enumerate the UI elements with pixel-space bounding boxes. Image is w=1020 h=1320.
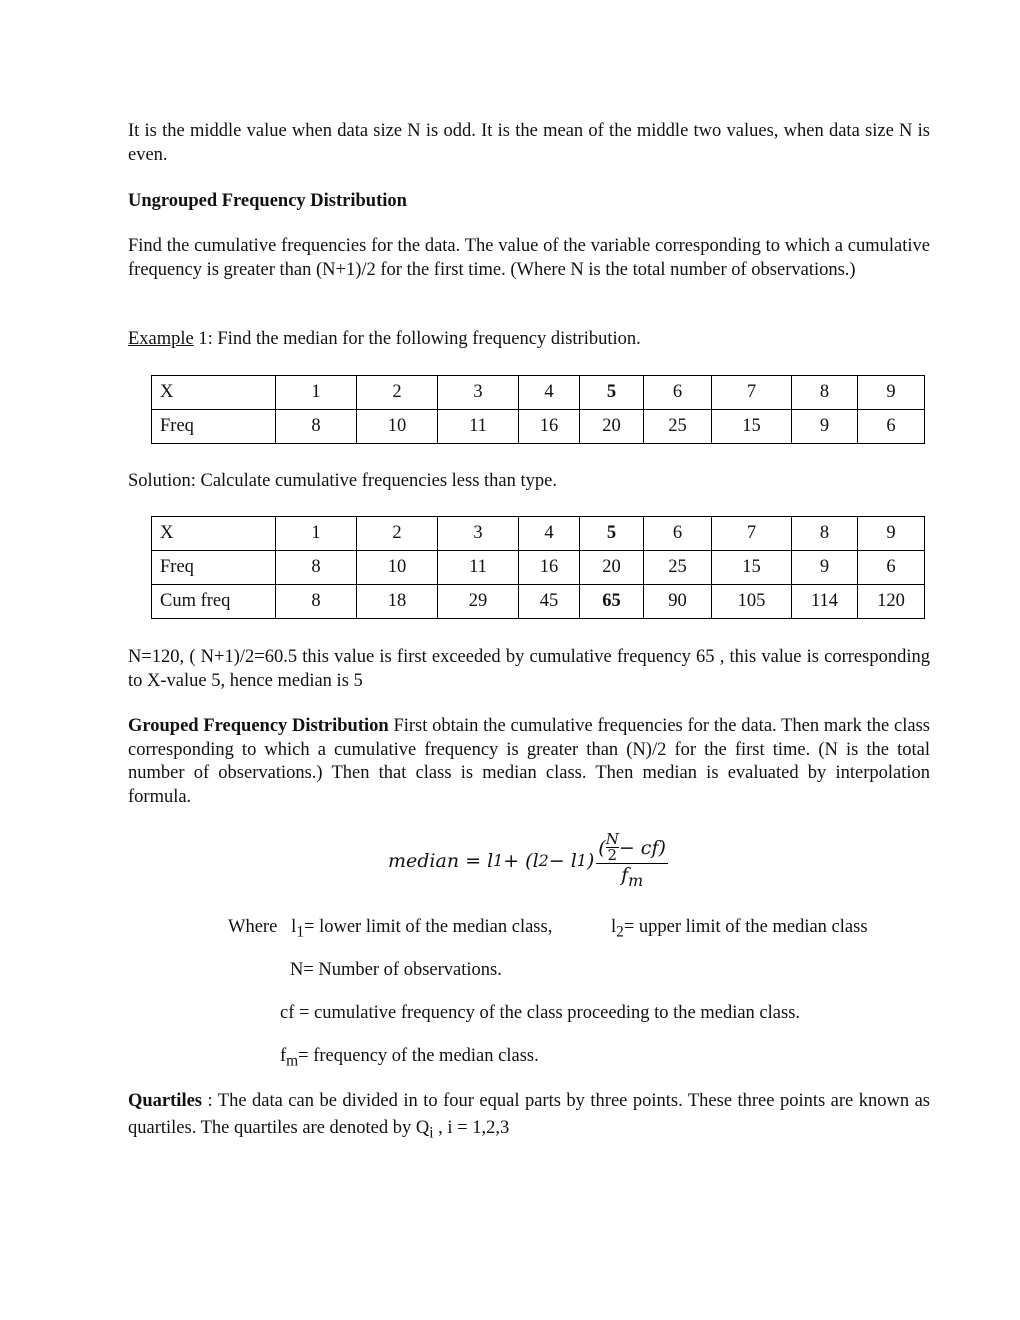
example-text: 1: Find the median for the following frequency distribution.	[193, 329, 641, 349]
ungrouped-heading: Ungrouped Frequency Distribution	[128, 191, 407, 211]
table-cell: 45	[519, 585, 580, 619]
table-cell: 4	[519, 517, 580, 551]
table-cell: 7	[712, 376, 792, 410]
formula-two: 2	[607, 846, 618, 864]
table-cell: 16	[519, 410, 580, 444]
table-cell: 90	[644, 585, 712, 619]
table-cell: 5	[580, 376, 644, 410]
table-cell: 15	[712, 551, 792, 585]
grouped-paragraph	[128, 715, 930, 809]
grouped-text: First obtain the cumulative frequencies for the data. Then mark the class corresponding to which a cumulative frequency is greater than (N)/2 for the first time. (N is the total number of observations.) Then that class is median class. Then median is evaluated by interpolation formula.	[128, 716, 930, 807]
row-header-cell: Cum freq	[152, 585, 276, 619]
quartiles-sub: i	[429, 1124, 434, 1142]
table-cell: 5	[580, 517, 644, 551]
table-cell: 25	[644, 551, 712, 585]
table-cell: 16	[519, 551, 580, 585]
row-header-cell: Freq	[152, 551, 276, 585]
solution-line: Solution: Calculate cumulative frequencies less than type.	[128, 471, 557, 491]
formula-lhs: median = l	[388, 849, 494, 872]
table-cell: 10	[357, 551, 438, 585]
formula-part: )	[586, 849, 595, 872]
formula-sub: 2	[538, 851, 549, 871]
quartiles-heading: Quartiles	[128, 1091, 202, 1111]
intro-paragraph: It is the middle value when data size N is odd. It is the mean of the middle two values, when data size N is even.	[128, 121, 930, 165]
table-row	[152, 410, 925, 444]
table-row	[152, 376, 925, 410]
quartiles-text: : The data can be divided in to four equal parts by three points. These three points are known as quartiles. The quartiles are denoted by Q	[128, 1091, 930, 1138]
formula-sub: 1	[493, 851, 504, 871]
quartiles-tail: , i = 1,2,3	[433, 1118, 510, 1138]
table-cell: 2	[357, 517, 438, 551]
l1-sub: 1	[296, 923, 305, 941]
table-cell: 8	[276, 585, 357, 619]
formula-n: N	[605, 830, 619, 848]
table-cell: 11	[438, 551, 519, 585]
formula-fraction	[596, 832, 668, 890]
where-label: Where	[228, 917, 278, 937]
table-cell: 20	[580, 410, 644, 444]
table-cell: 18	[357, 585, 438, 619]
l1-text: = lower limit of the median class,	[304, 917, 553, 937]
median-formula	[388, 832, 668, 890]
row-header-cell: Freq	[152, 410, 276, 444]
l1-symbol: l	[291, 917, 297, 937]
table-cell: 29	[438, 585, 519, 619]
definition-l1	[228, 916, 552, 944]
formula-part: − l	[548, 849, 577, 872]
table-cell: 3	[438, 517, 519, 551]
table-cell: 9	[858, 517, 925, 551]
frequency-table	[151, 375, 925, 444]
table-cell: 6	[858, 551, 925, 585]
table-cell: 3	[438, 376, 519, 410]
table-row	[152, 585, 925, 619]
fm-sub: m	[286, 1052, 299, 1070]
formula-sub: m	[628, 870, 644, 890]
table-cell: 8	[792, 517, 858, 551]
table-cell: 15	[712, 410, 792, 444]
fm-symbol: f	[280, 1046, 287, 1066]
table-row	[152, 551, 925, 585]
formula-fm: f	[621, 864, 629, 886]
l2-symbol: l	[611, 917, 617, 937]
table-cell: 6	[644, 517, 712, 551]
ungrouped-paragraph: Find the cumulative frequencies for the data. The value of the variable corresponding to which a cumulative frequency is greater than (N+1)/2 for the first time. (Where N is the total number of observations.)	[128, 236, 930, 280]
table-cell: 4	[519, 376, 580, 410]
table-cell: 9	[858, 376, 925, 410]
definition-fm	[280, 1045, 539, 1073]
table-cell: 8	[276, 551, 357, 585]
result-paragraph: N=120, ( N+1)/2=60.5 this value is first exceeded by cumulative frequency 65 , this value is corresponding to X-value 5, hence median is 5	[128, 647, 930, 691]
table-cell: 7	[712, 517, 792, 551]
definition-n: N= Number of observations.	[290, 960, 502, 980]
table-cell: 6	[858, 410, 925, 444]
table-cell: 2	[357, 376, 438, 410]
table-cell: 1	[276, 517, 357, 551]
table-cell: 105	[712, 585, 792, 619]
table-cell: 120	[858, 585, 925, 619]
formula-sub: 1	[576, 851, 587, 871]
row-header-cell: X	[152, 517, 276, 551]
example-label: Example	[128, 329, 194, 349]
table-cell: 9	[792, 551, 858, 585]
table-cell: 10	[357, 410, 438, 444]
table-cell: 65	[580, 585, 644, 619]
fm-text: = frequency of the median class.	[298, 1046, 539, 1066]
table-row	[152, 517, 925, 551]
table-cell: 20	[580, 551, 644, 585]
table-cell: 8	[792, 376, 858, 410]
quartiles-paragraph	[128, 1088, 930, 1147]
definition-cf: cf = cumulative frequency of the class proceeding to the median class.	[280, 1003, 801, 1023]
l2-sub: 2	[616, 923, 624, 941]
formula-part: + (l	[503, 849, 539, 872]
table-cell: 25	[644, 410, 712, 444]
formula-part: − cf)	[618, 836, 666, 859]
l2-text: = upper limit of the median class	[623, 917, 868, 937]
table-cell: 9	[792, 410, 858, 444]
table-cell: 1	[276, 376, 357, 410]
table-cell: 11	[438, 410, 519, 444]
table-cell: 114	[792, 585, 858, 619]
cumulative-frequency-table	[151, 516, 925, 619]
table-cell: 8	[276, 410, 357, 444]
formula-part: (	[598, 836, 606, 859]
grouped-heading: Grouped Frequency Distribution	[128, 716, 389, 736]
table-cell: 6	[644, 376, 712, 410]
definition-l2	[611, 916, 868, 944]
row-header-cell: X	[152, 376, 276, 410]
example-line	[128, 328, 930, 352]
